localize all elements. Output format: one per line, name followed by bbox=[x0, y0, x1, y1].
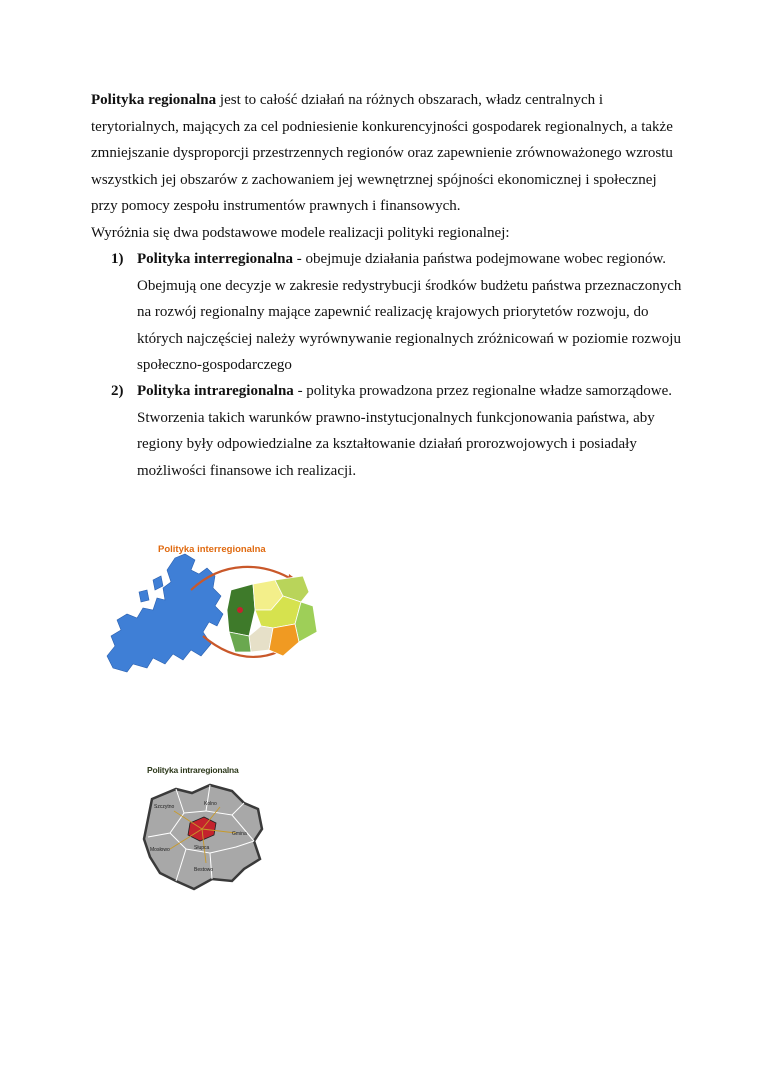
models-intro: Wyróżnia się dwa podstawowe modele realizacji polityki regionalnej: bbox=[91, 225, 510, 241]
model-description: - obejmuje działania państwa podejmowane wobec regionów. Obejmują one decyzje w zakresie redystrybucji środków budżetu państwa przeznaczonych na rozwój regionalny mające zapewnić realizację krajowych priorytetów rozwoju, do których najczęściej należy wyrównywanie regionalnych zróżnicowań w poziomie rozwoju społeczno-gospodarczego bbox=[137, 251, 682, 374]
interregional-map-figure bbox=[103, 540, 328, 680]
definition-paragraph bbox=[91, 87, 681, 220]
model-item-interregional bbox=[111, 246, 682, 379]
definition-term: Polityka regionalna bbox=[91, 92, 217, 108]
map-label: Mosłowo bbox=[150, 847, 170, 853]
figure-title: Polityka interregionalna bbox=[158, 544, 266, 555]
intraregional-map-image bbox=[140, 763, 270, 893]
definition-text: jest to całość działań na różnych obszarach, władz centralnych i terytorialnych, mających za cel podniesienie konkurencyjności gospodarek regionalnych, a także zmniejszanie dysproporcji przestrzennych regionów oraz zapewnienie zrównoważonego wzrostu wszystkich jej obszarów z zachowaniem jej wewnętrznej spójności ekonomicznej i społecznej przy pomocy zespołu instrumentów prawnych i finansowych. bbox=[91, 92, 673, 215]
map-label: Gmina bbox=[232, 831, 247, 837]
model-item-intraregional bbox=[111, 378, 682, 484]
map-label: Kolno bbox=[204, 801, 217, 807]
europe-map bbox=[107, 554, 223, 672]
list-number: 1) bbox=[111, 251, 124, 267]
model-description: - polityka prowadzona przez regionalne władze samorządowe. Stworzenia takich warunków prawno-instytucjonalnych funkcjonowania państwa, aby regiony były odpowiedzialne za kształtowanie działań prorozwojowych i posiadały możliwości finansowe ich realizacji. bbox=[137, 383, 672, 479]
poland-map bbox=[227, 576, 317, 656]
interregional-map-image bbox=[103, 540, 328, 680]
model-title: Polityka intraregionalna bbox=[137, 383, 294, 399]
figure-title: Polityka intraregionalna bbox=[147, 765, 239, 775]
intraregional-map-figure bbox=[140, 763, 270, 893]
map-label: Słupca bbox=[194, 845, 210, 851]
model-title: Polityka interregionalna bbox=[137, 251, 293, 267]
map-label: Szczytno bbox=[154, 804, 175, 810]
list-number: 2) bbox=[111, 383, 124, 399]
map-label: Bestowo bbox=[194, 867, 214, 873]
